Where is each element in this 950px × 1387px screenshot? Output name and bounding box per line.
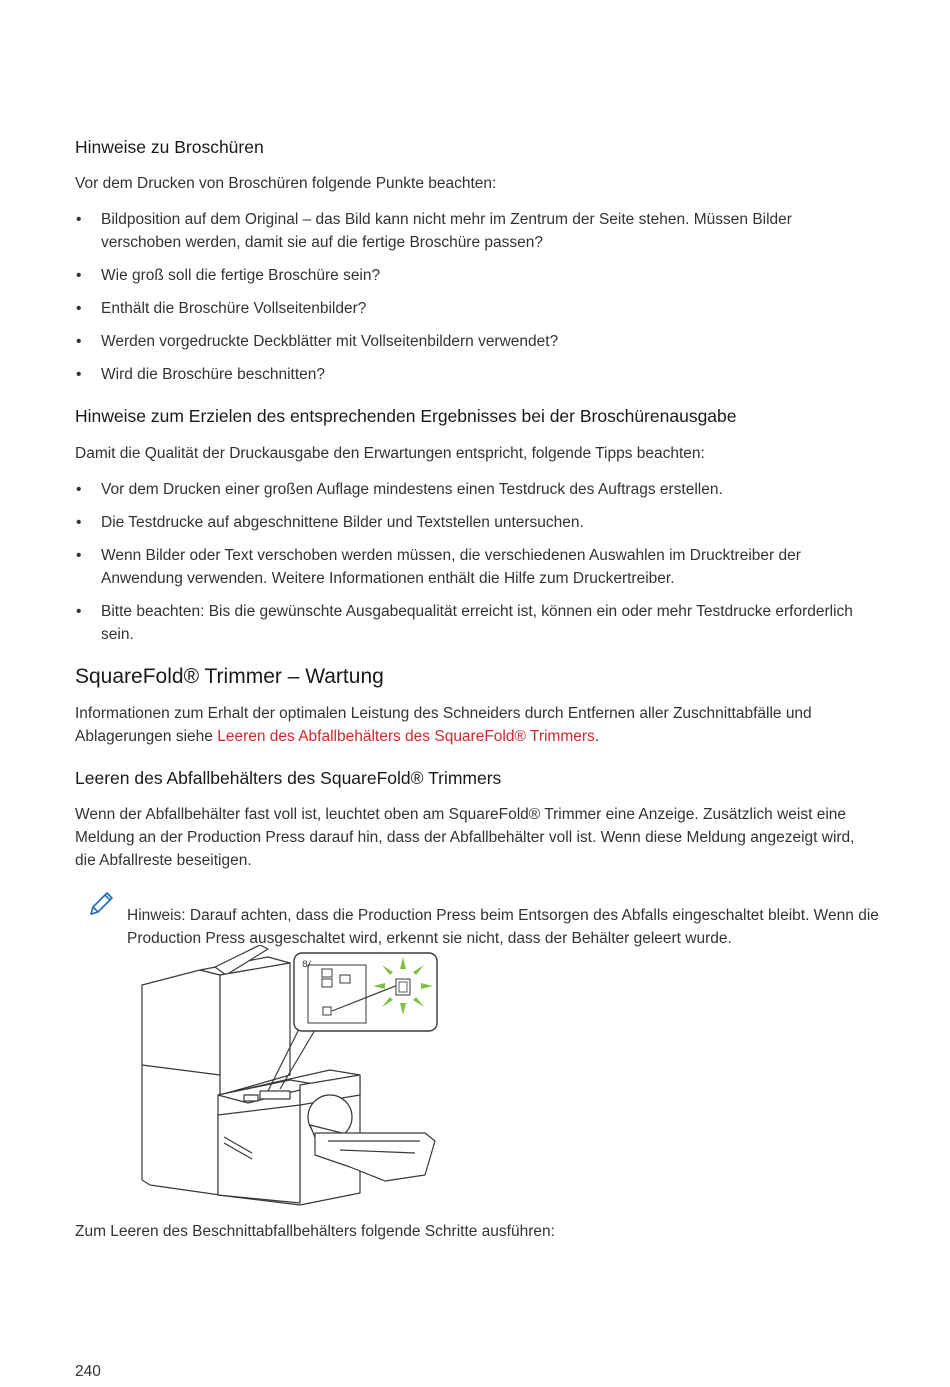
list-item: • Bitte beachten: Bis die gewünschte Ausgabequalität erreicht ist, können ein oder mehr Testdrucke erforderlich sein. xyxy=(75,600,875,646)
booklet-checklist xyxy=(75,208,875,386)
pencil-note-icon xyxy=(87,888,115,923)
maintenance-paragraph: Informationen zum Erhalt der optimalen Leistung des Schneiders durch Entfernen aller Zuschnittabfälle und Ablagerungen siehe Leeren des Abfallbehälters des SquareFold® Trimmers. xyxy=(75,705,812,745)
booklet-intro: Vor dem Drucken von Broschüren folgende Punkte beachten: xyxy=(75,175,497,192)
list-item: • Vor dem Drucken einer großen Auflage mindestens einen Testdruck des Auftrags erstellen. xyxy=(75,478,875,501)
list-item: • Werden vorgedruckte Deckblätter mit Vollseitenbildern verwendet? xyxy=(75,330,875,353)
trimmer-illustration xyxy=(140,945,440,1215)
results-tips xyxy=(75,478,875,646)
results-intro: Damit die Qualität der Druckausgabe den Erwartungen entspricht, folgende Tipps beachten: xyxy=(75,445,705,462)
bullet-dot: • xyxy=(76,267,82,284)
heading-empty-waste-bin: Leeren des Abfallbehälters des SquareFold® Trimmers xyxy=(75,768,502,788)
page-number: 240 xyxy=(75,1363,101,1380)
heading-booklet-notes: Hinweise zu Broschüren xyxy=(75,137,264,157)
note-text: Hinweis: Darauf achten, dass die Production Press beim Entsorgen des Abfalls eingeschaltet bleibt. Wenn die Production Press ausgeschaltet wird, erkennt sie nicht, dass der Behälter geleert wurde. xyxy=(127,906,879,947)
bullet-dot: • xyxy=(76,333,82,350)
bullet-dot: • xyxy=(76,300,82,317)
list-item: • Wenn Bilder oder Text verschoben werden müssen, die verschiedenen Auswahlen im Drucktreiber der Anwendung verwenden. Weitere Informationen enthält die Hilfe zum Druckertreiber. xyxy=(75,544,875,590)
link-empty-waste-bin[interactable]: Leeren des Abfallbehälters des SquareFold® Trimmers xyxy=(217,728,595,745)
waste-bin-paragraph: Wenn der Abfallbehälter fast voll ist, leuchtet oben am SquareFold® Trimmer eine Anzeige. Zusätzlich weist eine Meldung an der Production Press darauf hin, dass der Abfallbehälter voll ist. Wenn diese Meldung angezeigt wird, die Abfallreste beseitigen. xyxy=(75,806,855,869)
list-item: • Enthält die Broschüre Vollseitenbilder? xyxy=(75,297,875,320)
bullet-dot: • xyxy=(76,514,82,531)
bullet-dot: • xyxy=(76,366,82,383)
bullet-dot: • xyxy=(76,481,82,498)
bullet-dot: • xyxy=(76,547,82,564)
bullet-dot: • xyxy=(76,603,82,620)
heading-booklet-results: Hinweise zum Erzielen des entsprechenden Ergebnisses bei der Broschürenausgabe xyxy=(75,406,737,426)
list-item: • Die Testdrucke auf abgeschnittene Bilder und Textstellen untersuchen. xyxy=(75,511,875,534)
list-item: • Wird die Broschüre beschnitten? xyxy=(75,363,875,386)
bullet-dot: • xyxy=(76,211,82,228)
svg-text:8/: 8/ xyxy=(302,960,311,970)
steps-intro: Zum Leeren des Beschnittabfallbehälters folgende Schritte ausführen: xyxy=(75,1223,555,1240)
heading-trimmer-maintenance: SquareFold® Trimmer – Wartung xyxy=(75,665,384,688)
list-item: • Bildposition auf dem Original – das Bild kann nicht mehr im Zentrum der Seite stehen. Müssen Bilder verschoben werden, damit sie auf die fertige Broschüre passen? xyxy=(75,208,875,254)
list-item: • Wie groß soll die fertige Broschüre sein? xyxy=(75,264,875,287)
